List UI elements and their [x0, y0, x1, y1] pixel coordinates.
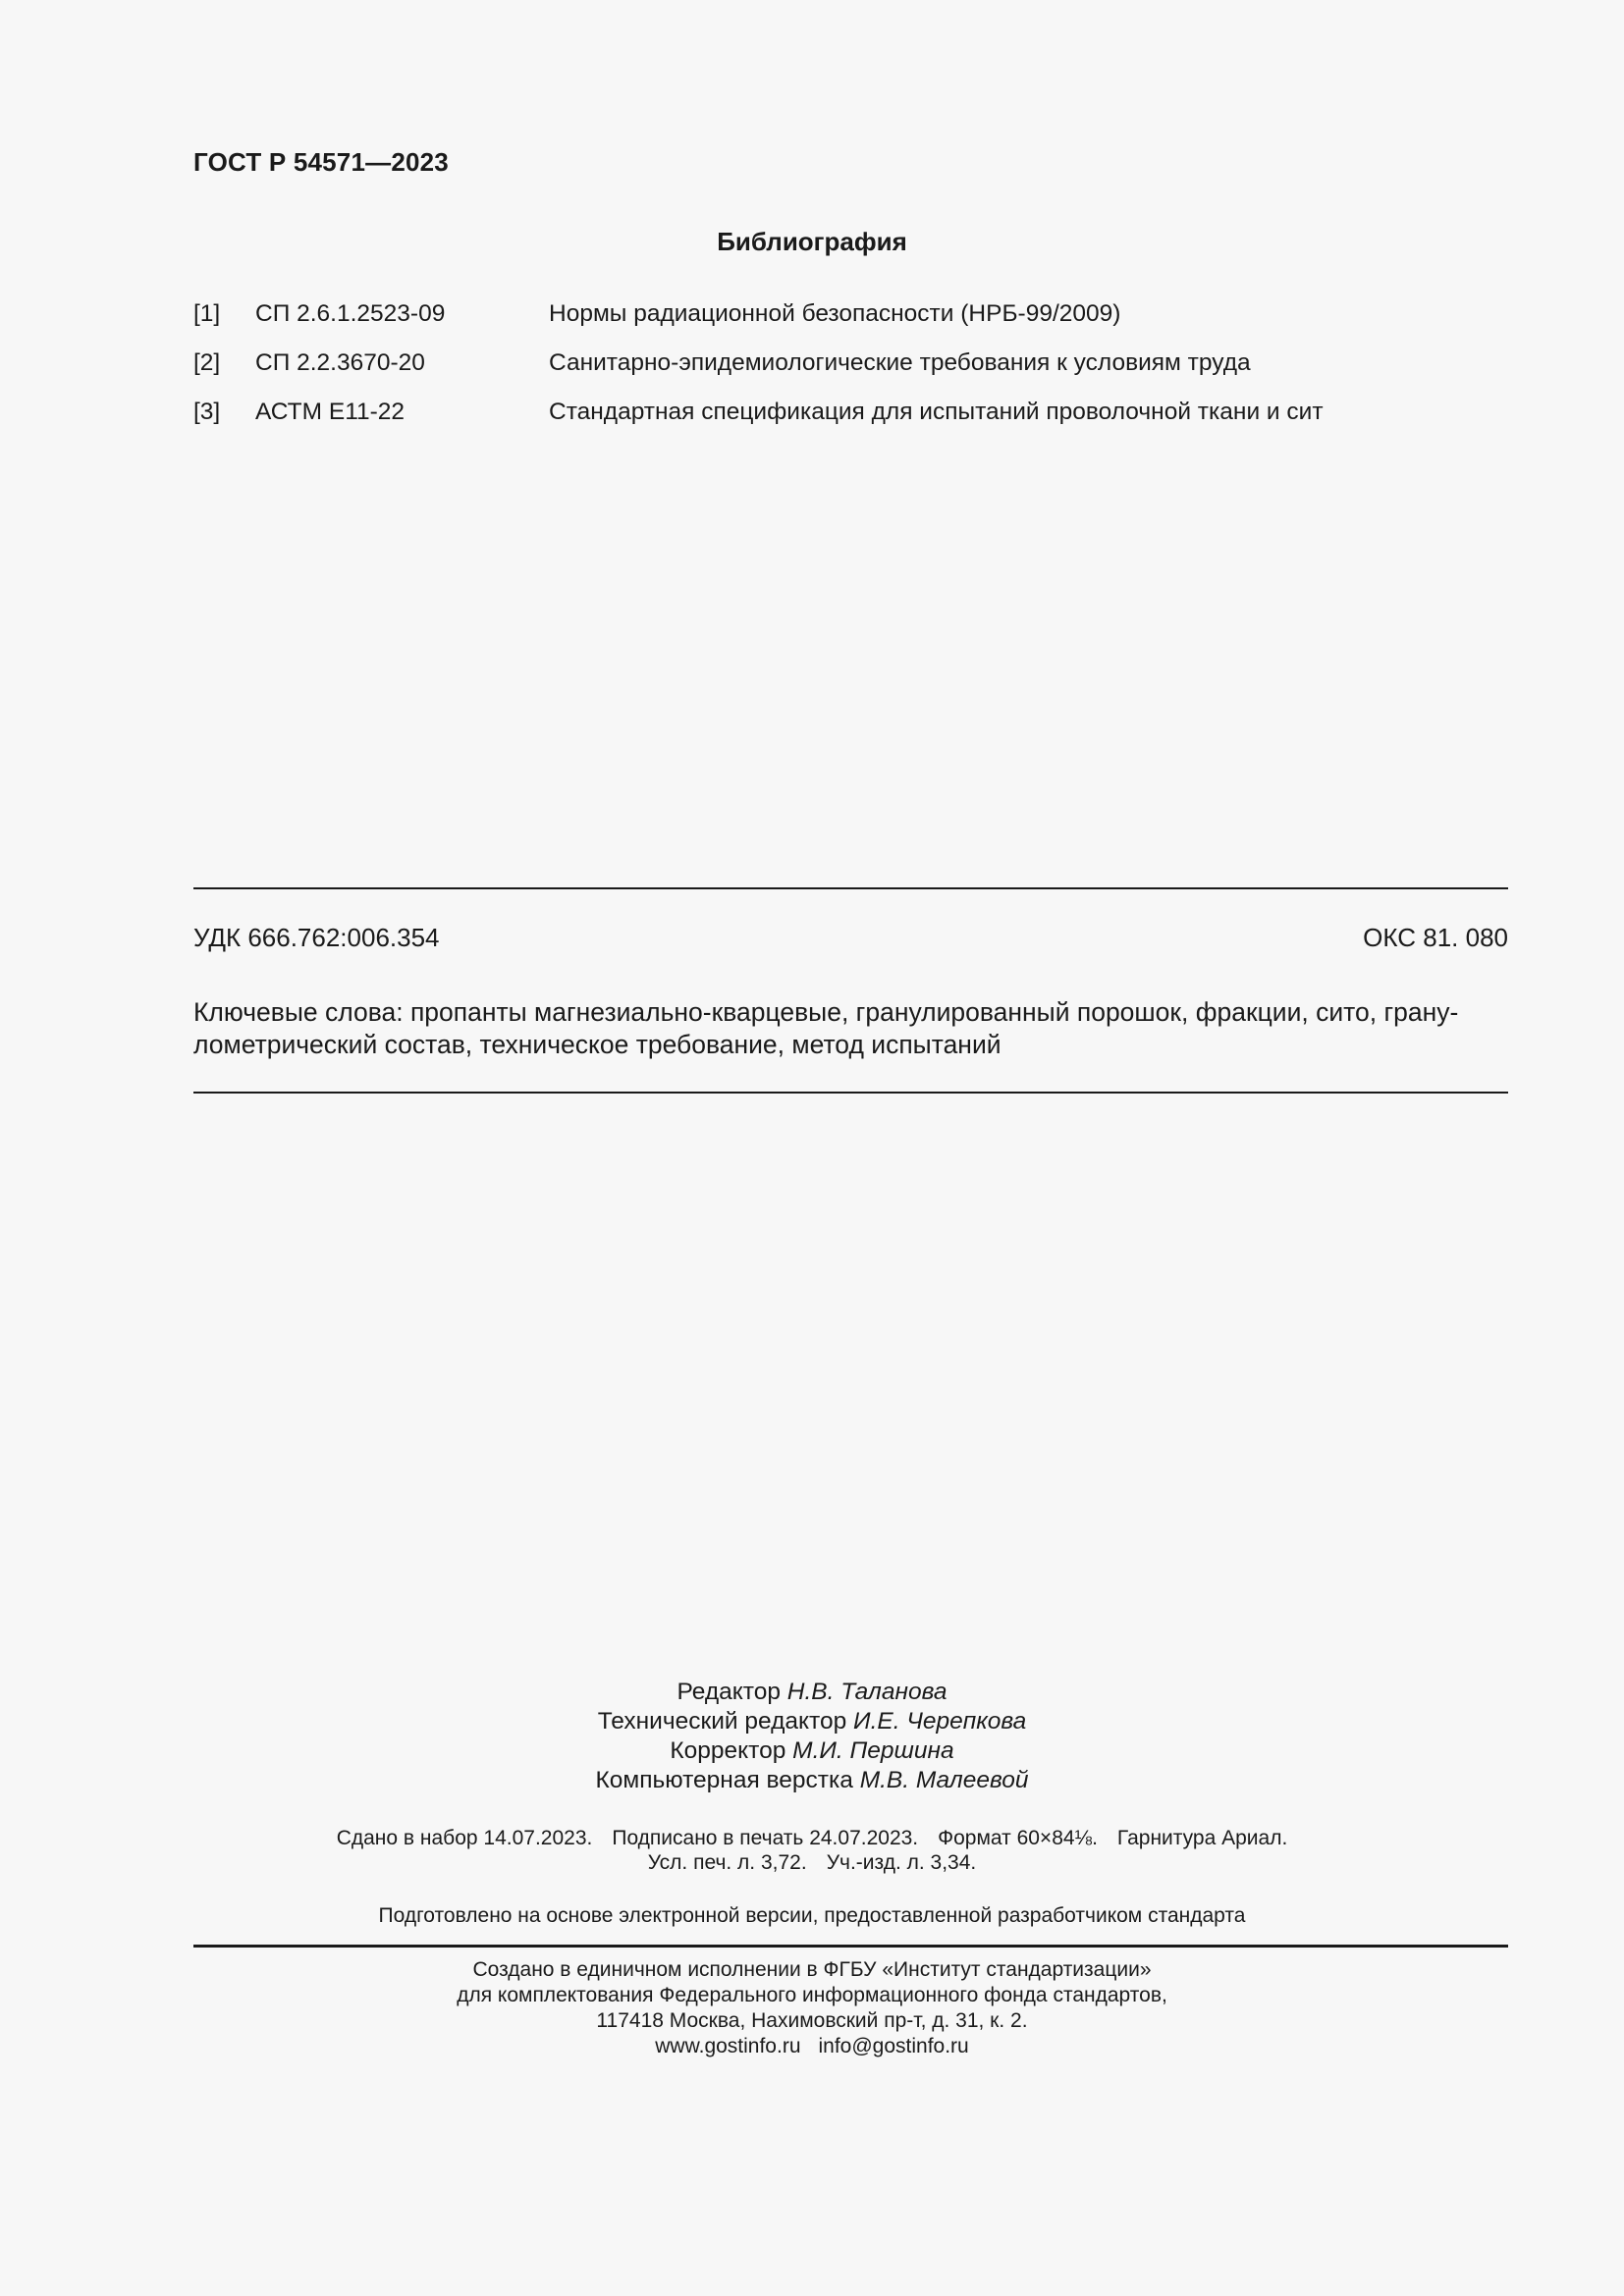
credit-person: М.И. Першина — [792, 1737, 954, 1764]
divider-bottom — [193, 1092, 1508, 1094]
credit-role: Редактор — [677, 1679, 781, 1705]
footer-contacts — [0, 2034, 1624, 2059]
document-code: ГОСТ Р 54571—2023 — [193, 147, 449, 177]
credit-person: Н.В. Таланова — [786, 1679, 947, 1705]
imprint-block — [0, 1826, 1624, 1875]
credit-role: Технический редактор — [597, 1708, 847, 1735]
credit-layout — [0, 1766, 1624, 1795]
divider-top — [193, 887, 1508, 889]
credit-person: М.В. Малеевой — [859, 1767, 1029, 1793]
website-link[interactable]: www.gostinfo.ru — [655, 2035, 801, 2057]
keywords-paragraph — [193, 996, 1508, 1061]
footer-line: для комплектования Федерального информационного фонда стандартов, — [457, 1984, 1167, 2006]
bibliography-item-title: Стандартная спецификация для испытаний проволочной ткани и сит — [549, 399, 1324, 425]
credit-person: И.Е. Черепкова — [853, 1708, 1027, 1735]
bibliography-item — [193, 300, 1509, 349]
bibliography-item-number: [2] — [193, 349, 221, 376]
imprint-publ-sheets: Уч.-изд. л. 3,34. — [826, 1851, 977, 1874]
bibliography-item-number: [1] — [193, 300, 221, 327]
imprint-submitted: Сдано в набор 14.07.2023. — [336, 1827, 593, 1849]
oks-code: ОКС 81. 080 — [1363, 923, 1508, 952]
imprint-format: Формат 60×84⅛. — [938, 1827, 1098, 1849]
bibliography-item-code: АСТМ Е11-22 — [255, 399, 406, 425]
footer-address: 117418 Москва, Нахимовский пр-т, д. 31, к. 2. — [596, 2009, 1028, 2032]
udk-code: УДК 666.762:006.354 — [193, 923, 440, 952]
footer-line: Создано в единичном исполнении в ФГБУ «Институт стандартизации» — [472, 1958, 1152, 1981]
publisher-footer — [0, 1957, 1624, 2059]
credit-role: Корректор — [670, 1737, 786, 1764]
bibliography-item-number: [3] — [193, 399, 221, 425]
bibliography-list — [193, 300, 1509, 448]
credits-block — [0, 1678, 1624, 1795]
bibliography-heading: Библиография — [717, 227, 907, 256]
bibliography-item — [193, 399, 1509, 448]
credit-editor — [0, 1678, 1624, 1707]
keywords-line: Ключевые слова: пропанты магнезиально-кварцевые, гранулированный порошок, фракции, сито, грану- — [193, 997, 1459, 1027]
bibliography-item-title: Санитарно-эпидемиологические требования к условиям труда — [549, 349, 1251, 376]
credit-role: Компьютерная верстка — [595, 1767, 853, 1793]
imprint-signed: Подписано в печать 24.07.2023. — [612, 1827, 919, 1849]
imprint-line — [0, 1850, 1624, 1875]
imprint-typeface: Гарнитура Ариал. — [1116, 1827, 1288, 1849]
imprint-print-sheets: Усл. печ. л. 3,72. — [647, 1851, 807, 1874]
email-link[interactable]: info@gostinfo.ru — [818, 2035, 969, 2057]
imprint-line — [0, 1826, 1624, 1850]
bibliography-item-title: Нормы радиационной безопасности (НРБ-99/2009) — [549, 300, 1121, 327]
bibliography-item-code: СП 2.2.3670-20 — [255, 349, 425, 376]
bibliography-item-code: СП 2.6.1.2523-09 — [255, 300, 446, 327]
credit-technical-editor — [0, 1707, 1624, 1736]
bibliography-item — [193, 349, 1509, 399]
divider-footer — [193, 1945, 1508, 1948]
prepared-note: Подготовлено на основе электронной версии, предоставленной разработчиком стандарта — [378, 1904, 1246, 1927]
credit-proofreader — [0, 1736, 1624, 1766]
keywords-line: лометрический состав, техническое требование, метод испытаний — [193, 1030, 1001, 1059]
